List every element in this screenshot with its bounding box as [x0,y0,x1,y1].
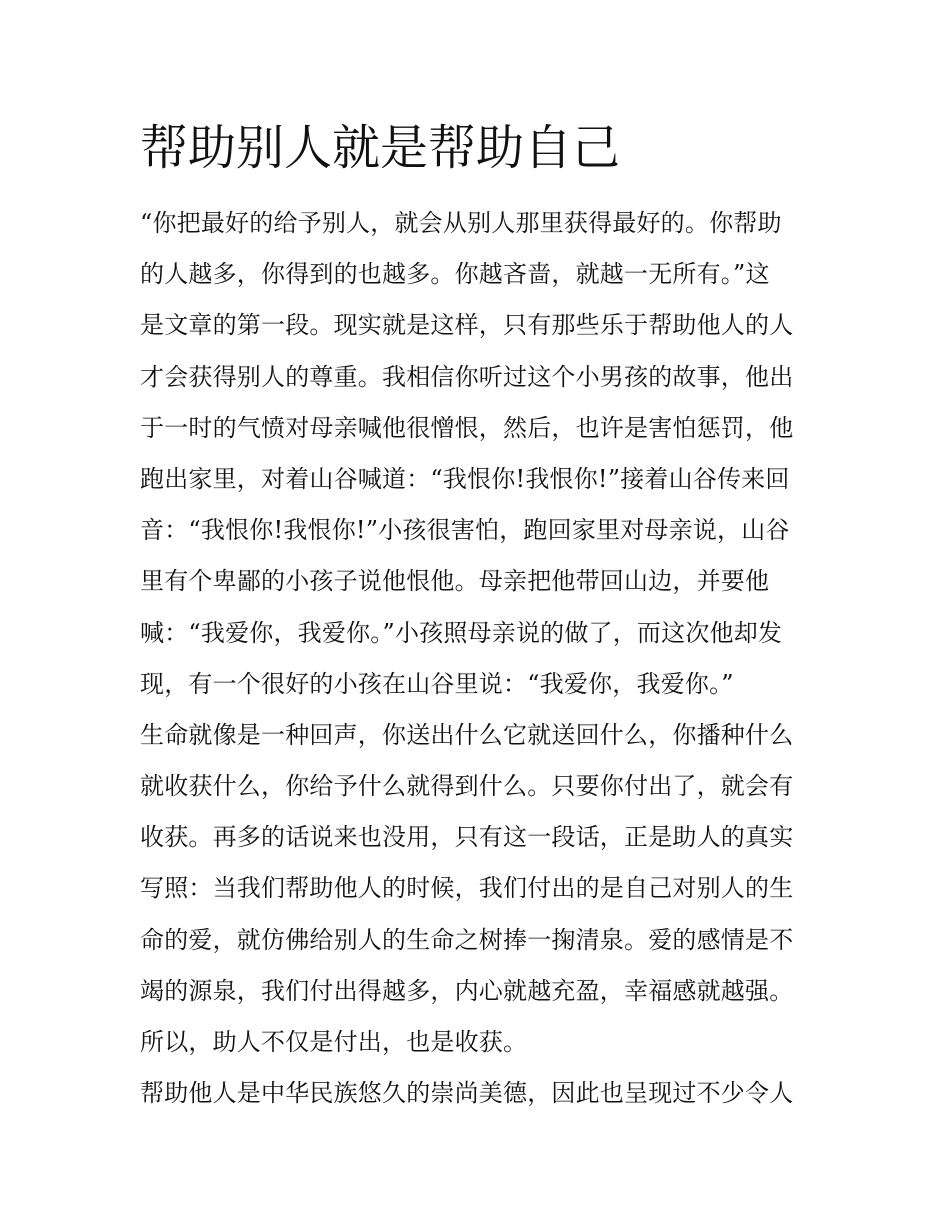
text-line: 所以，助人不仅是付出，也是收获。 [140,1028,528,1056]
text-line: 竭的源泉，我们付出得越多，内心就越充盈，幸福感就越强。 [140,976,794,1005]
text-line: 是文章的第一段。现实就是这样，只有那些乐于帮助他人的人 [140,311,794,340]
text-line: “你把最好的给予别人，就会从别人那里获得最好的。你帮助 [140,209,782,237]
text-line: 喊：“我爱你，我爱你。”小孩照母亲说的做了，而这次他却发 [140,618,783,647]
text-line: 跑出家里，对着山谷喊道：“我恨你!我恨你!”接着山谷传来回 [140,464,790,493]
text-line: 音：“我恨你!我恨你!”小孩很害怕，跑回家里对母亲说，山谷 [140,516,790,545]
text-line: 现，有一个很好的小孩在山谷里说：“我爱你，我爱你。” [140,669,734,698]
document-body [140,198,820,1119]
text-line: 命的爱，就仿佛给别人的生命之树捧一掬清泉。爱的感情是不 [140,925,794,954]
text-line: 写照：当我们帮助他人的时候，我们付出的是自己对别人的生 [140,874,794,903]
text-line: 里有个卑鄙的小孩子说他恨他。母亲把他带回山边，并要他 [140,567,770,596]
text-line: 的人越多，你得到的也越多。你越吝啬，就越一无所有。”这 [140,260,770,289]
text-line: 才会获得别人的尊重。我相信你听过这个小男孩的故事，他出 [140,362,794,391]
document-title: 帮助别人就是帮助自己 [140,120,621,176]
text-line: 帮助他人是中华民族悠久的崇尚美德，因此也呈现过不少令人 [140,1079,794,1108]
text-line: 就收获什么，你给予什么就得到什么。只要你付出了，就会有 [140,772,794,801]
text-line: 于一时的气愤对母亲喊他很憎恨，然后，也许是害怕惩罚，他 [140,413,794,442]
text-line: 收获。再多的话说来也没用，只有这一段话，正是助人的真实 [140,823,794,852]
text-line: 生命就像是一种回声，你送出什么它就送回什么，你播种什么 [140,720,794,749]
